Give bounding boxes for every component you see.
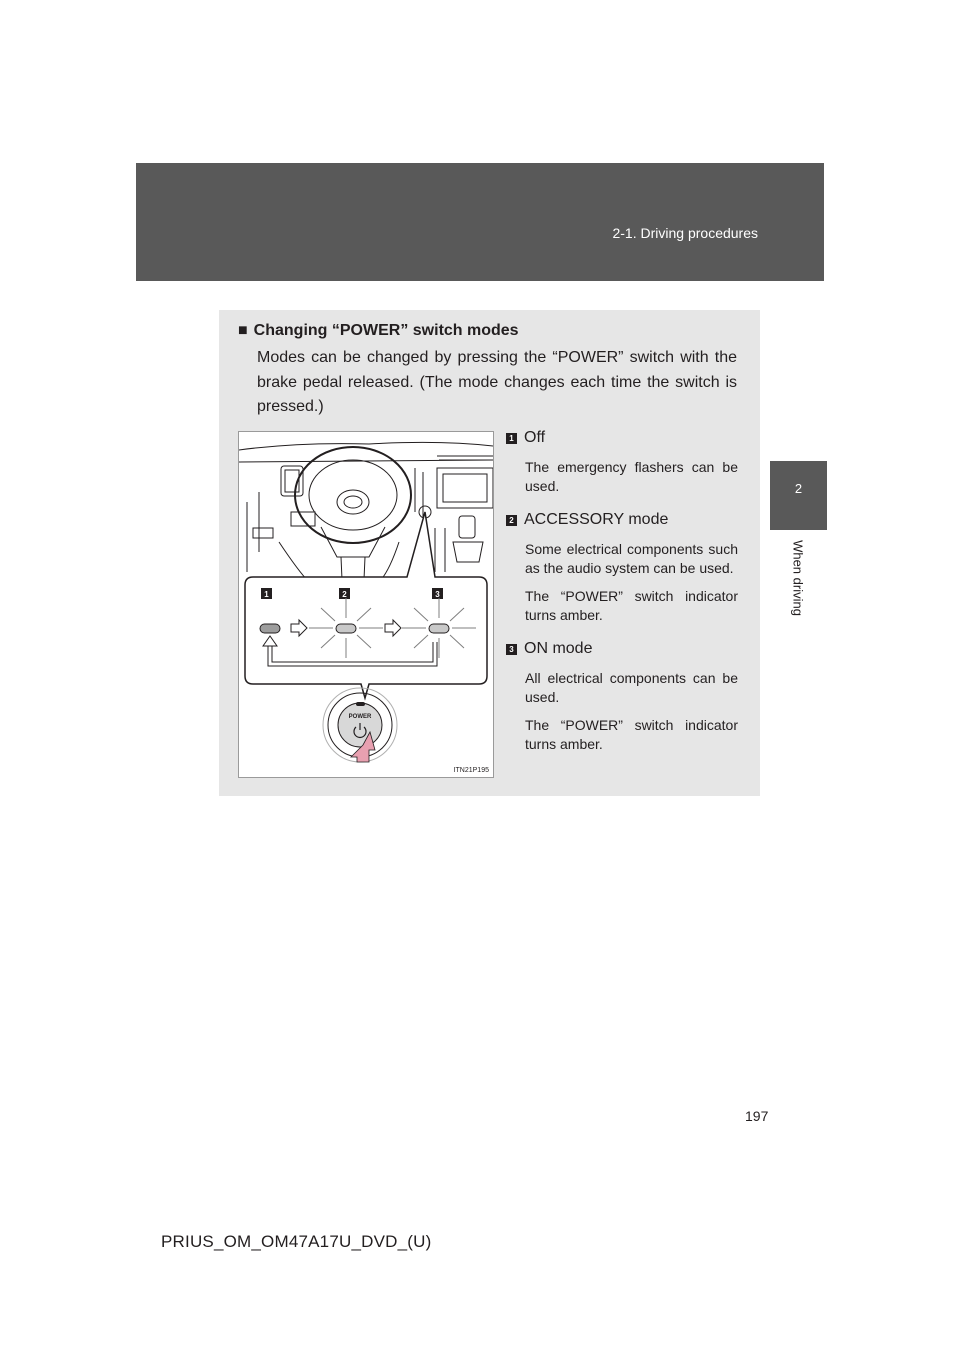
- mode-item-accessory: [506, 509, 738, 625]
- box-paragraph: Modes can be changed by pressing the “POWER” switch with the brake pedal released. (The mode changes each time the switch is pressed.): [257, 349, 737, 415]
- mode-description: Some electrical components such as the audio system can be used.: [525, 541, 738, 576]
- mode-number-badge: 2: [506, 515, 517, 526]
- mode-title: ACCESSORY mode: [524, 511, 669, 528]
- mode-item-off: [506, 427, 738, 496]
- section-title: 2-1. Driving procedures: [612, 225, 758, 241]
- chapter-label: When driving: [790, 540, 806, 616]
- box-heading-text: Changing “POWER” switch modes: [253, 322, 519, 339]
- callout-label-1: 1: [264, 590, 269, 599]
- chapter-number: 2: [794, 481, 803, 496]
- mode-description: The “POWER” switch indicator turns amber.: [525, 717, 738, 752]
- footer-document-code: PRIUS_OM_OM47A17U_DVD_(U): [161, 1232, 432, 1251]
- page-number: 197: [745, 1108, 769, 1124]
- callout-label-2: 2: [342, 590, 347, 599]
- illustration-svg: [239, 432, 493, 777]
- mode-description: All electrical components can be used.: [525, 670, 738, 705]
- mode-title: ON mode: [524, 640, 593, 657]
- mode-list: [506, 427, 738, 767]
- mode-description: The “POWER” switch indicator turns amber.: [525, 588, 738, 623]
- mode-title: Off: [524, 429, 546, 446]
- info-box: [219, 310, 760, 796]
- indicator-accessory: [336, 624, 356, 633]
- indicator-off: [260, 624, 280, 633]
- power-switch-illustration: [238, 431, 494, 778]
- power-indicator-led: [356, 702, 365, 706]
- square-bullet-icon: ■: [238, 322, 248, 339]
- box-heading: [238, 322, 519, 340]
- figure-id: ITN21P195: [453, 767, 489, 774]
- header-band: [136, 163, 824, 281]
- mode-item-on: [506, 638, 738, 754]
- mode-description: The emergency flashers can be used.: [525, 459, 738, 494]
- chapter-tab: [770, 461, 827, 530]
- mode-number-badge: 3: [506, 644, 517, 655]
- callout-label-3: 3: [435, 590, 440, 599]
- mode-number-badge: 1: [506, 433, 517, 444]
- power-button-label: POWER: [348, 714, 372, 720]
- indicator-on: [429, 624, 449, 633]
